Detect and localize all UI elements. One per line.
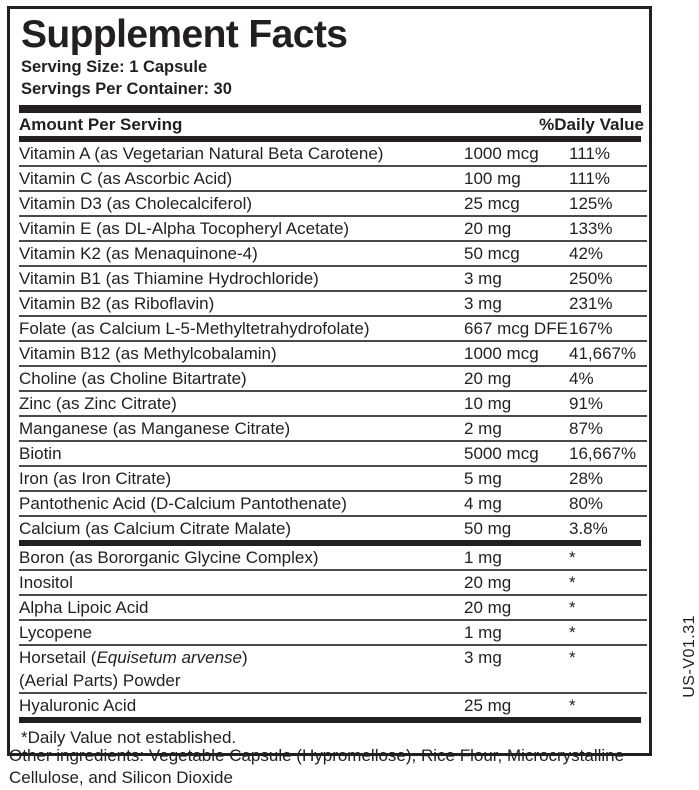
nutrient-name: Choline (as Choline Bitartrate) bbox=[19, 366, 464, 391]
nutrient-daily-value: 231% bbox=[569, 291, 647, 316]
nutrient-amount: 20 mg bbox=[464, 216, 569, 241]
table-row bbox=[19, 142, 647, 166]
nutrient-daily-value: * bbox=[569, 546, 647, 570]
supplement-facts-panel bbox=[7, 6, 652, 756]
serving-size: Serving Size: 1 Capsule bbox=[21, 58, 208, 76]
nutrient-daily-value: * bbox=[569, 695, 576, 715]
nutrient-daily-value: 87% bbox=[569, 416, 647, 441]
nutrient-daily-value: 167% bbox=[569, 316, 647, 341]
nutrient-name: Manganese (as Manganese Citrate) bbox=[19, 416, 464, 441]
nutrient-daily-value: 91% bbox=[569, 391, 647, 416]
nutrient-amount: 20 mg bbox=[464, 366, 569, 391]
nutrient-amount: 20 mg bbox=[464, 595, 569, 620]
other-ingredients: Other ingredients: Vegetable Capsule (Hypromellose), Rice Flour, Microcrystalline Cellulose, and Silicon Dioxide bbox=[9, 746, 625, 787]
nutrient-amount: 3 mg bbox=[464, 291, 569, 316]
nutrient-amount: 5 mg bbox=[464, 466, 569, 491]
table-row bbox=[19, 166, 647, 191]
nutrient-daily-value: * bbox=[569, 647, 576, 667]
table-row bbox=[19, 241, 647, 266]
spacer-cell bbox=[464, 669, 569, 693]
nutrient-amount: 1000 mcg bbox=[464, 142, 569, 166]
table-row bbox=[19, 441, 647, 466]
nutrient-name: Pantothenic Acid (D-Calcium Pantothenate) bbox=[19, 491, 464, 516]
nutrient-daily-value: 80% bbox=[569, 491, 647, 516]
nutrient-name: Lycopene bbox=[19, 620, 464, 645]
nutrient-amount: 25 mcg bbox=[464, 191, 569, 216]
table-row bbox=[19, 466, 647, 491]
nutrient-daily-value: 125% bbox=[569, 191, 647, 216]
nutrient-daily-value: * bbox=[569, 620, 647, 645]
table-row bbox=[19, 546, 647, 570]
daily-value-header: %Daily Value bbox=[539, 114, 645, 134]
nutrient-amount: 10 mg bbox=[464, 391, 569, 416]
nutrient-name-continued: (Aerial Parts) Powder bbox=[19, 669, 464, 693]
nutrient-amount: 2 mg bbox=[464, 416, 569, 441]
nutrient-amount: 20 mg bbox=[464, 570, 569, 595]
table-row bbox=[19, 316, 647, 341]
nutrient-amount: 100 mg bbox=[464, 166, 569, 191]
table-row bbox=[19, 291, 647, 316]
table-row bbox=[19, 645, 647, 669]
page-title: Supplement Facts bbox=[21, 13, 348, 56]
nutrient-daily-value: 41,667% bbox=[569, 341, 647, 366]
nutrient-name: Horsetail (Equisetum arvense) bbox=[19, 647, 248, 667]
table-row bbox=[19, 416, 647, 441]
nutrient-name: Iron (as Iron Citrate) bbox=[19, 466, 464, 491]
nutrient-amount: 50 mcg bbox=[464, 241, 569, 266]
nutrient-name: Hyaluronic Acid bbox=[19, 695, 137, 715]
nutrient-daily-value: 3.8% bbox=[569, 518, 608, 538]
nutrient-name: Vitamin B12 (as Methylcobalamin) bbox=[19, 341, 464, 366]
nutrient-daily-value: 4% bbox=[569, 366, 647, 391]
nutrient-name: Boron (as Bororganic Glycine Complex) bbox=[19, 546, 464, 570]
nutrient-name: Vitamin D3 (as Cholecalciferol) bbox=[19, 191, 464, 216]
nutrient-name: Inositol bbox=[19, 570, 464, 595]
table-row bbox=[19, 620, 647, 645]
nutrient-name: Vitamin K2 (as Menaquinone-4) bbox=[19, 241, 464, 266]
table-row bbox=[19, 266, 647, 291]
nutrient-daily-value: 42% bbox=[569, 241, 647, 266]
table-row bbox=[19, 595, 647, 620]
nutrients-table bbox=[19, 142, 647, 540]
nutrient-amount: 3 mg bbox=[464, 266, 569, 291]
table-row bbox=[19, 570, 647, 595]
servings-per-container: Servings Per Container: 30 bbox=[21, 79, 232, 98]
nutrient-amount: 1 mg bbox=[464, 620, 569, 645]
table-header-row bbox=[19, 113, 647, 136]
table-row bbox=[19, 341, 647, 366]
header-table bbox=[19, 113, 647, 136]
nutrient-name: Calcium (as Calcium Citrate Malate) bbox=[19, 518, 292, 538]
table-row bbox=[19, 366, 647, 391]
nutrient-daily-value: 111% bbox=[569, 142, 647, 166]
table-row bbox=[19, 391, 647, 416]
table-row bbox=[19, 191, 647, 216]
botanical-name: Equisetum arvense bbox=[96, 647, 242, 667]
rule-under-servings bbox=[19, 105, 641, 113]
nutrient-amount: 667 mcg DFE bbox=[464, 316, 569, 341]
nutrient-name: Biotin bbox=[19, 441, 464, 466]
nutrient-amount: 1000 mcg bbox=[464, 341, 569, 366]
table-row bbox=[19, 216, 647, 241]
nutrient-name: Folate (as Calcium L-5-Methyltetrahydrofolate) bbox=[19, 316, 464, 341]
other-nutrients-table bbox=[19, 546, 647, 717]
version-code: US-V01.31 bbox=[681, 615, 698, 698]
nutrient-daily-value: 133% bbox=[569, 216, 647, 241]
nutrient-name: Vitamin B1 (as Thiamine Hydrochloride) bbox=[19, 266, 464, 291]
nutrient-amount: 5000 mcg bbox=[464, 441, 569, 466]
table-row bbox=[19, 669, 647, 693]
nutrient-amount: 25 mg bbox=[464, 695, 512, 715]
nutrient-daily-value: * bbox=[569, 570, 647, 595]
nutrient-name: Vitamin E (as DL-Alpha Tocopheryl Acetate) bbox=[19, 216, 464, 241]
nutrient-name: Vitamin B2 (as Riboflavin) bbox=[19, 291, 464, 316]
nutrient-amount: 1 mg bbox=[464, 546, 569, 570]
amount-per-serving-header: Amount Per Serving bbox=[19, 114, 183, 134]
nutrient-name: Zinc (as Zinc Citrate) bbox=[19, 391, 464, 416]
nutrient-daily-value: 16,667% bbox=[569, 441, 647, 466]
daily-value-footnote: *Daily Value not established. bbox=[21, 727, 237, 747]
table-row bbox=[19, 516, 647, 540]
table-row bbox=[19, 491, 647, 516]
nutrient-amount: 3 mg bbox=[464, 647, 502, 667]
nutrient-daily-value: * bbox=[569, 595, 647, 620]
nutrient-amount: 4 mg bbox=[464, 491, 569, 516]
nutrient-daily-value: 250% bbox=[569, 266, 647, 291]
nutrient-name: Vitamin A (as Vegetarian Natural Beta Carotene) bbox=[19, 142, 464, 166]
nutrient-daily-value: 28% bbox=[569, 466, 647, 491]
spacer-cell bbox=[569, 669, 647, 693]
nutrient-daily-value: 111% bbox=[569, 166, 647, 191]
nutrient-name: Vitamin C (as Ascorbic Acid) bbox=[19, 166, 464, 191]
nutrient-amount: 50 mg bbox=[464, 518, 512, 538]
table-row bbox=[19, 693, 647, 717]
nutrient-name: Alpha Lipoic Acid bbox=[19, 595, 464, 620]
